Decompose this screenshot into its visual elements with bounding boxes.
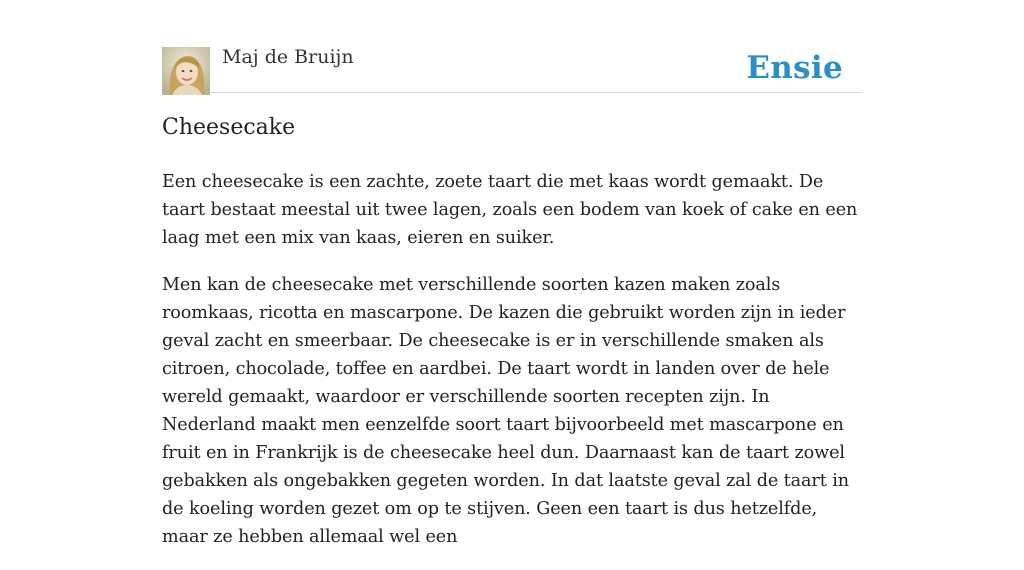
avatar-photo (162, 47, 210, 95)
author-name[interactable]: Maj de Bruijn (222, 46, 354, 68)
article-paragraph: Men kan de cheesecake met verschillende soorten kazen maken zoals roomkaas, ricotta en mascarpone. De kazen die gebruikt worden zijn in ieder geval zacht en smeerbaar. De cheesecake is er in verschillende smaken als citroen, chocolade, toffee en aardbei. De taart wordt in landen over de hele wereld gemaakt, waardoor er verschillende soorten recepten zijn. In Nederland maakt men eenzelfde soort taart bijvoorbeeld met mascarpone en fruit en in Frankrijk is de cheesecake heel dun. Daarnaast kan de taart zowel gebakken als ongebakken gegeten worden. In dat laatste geval zal de taart in de koeling worden gezet om op te stijven. Geen een taart is dus hetzelfde, maar ze hebben allemaal wel een (162, 275, 849, 547)
brand-logo[interactable]: Ensie (746, 50, 843, 86)
header (162, 44, 862, 93)
article-paragraph: Een cheesecake is een zachte, zoete taart die met kaas wordt gemaakt. De taart bestaat meestal uit twee lagen, zoals een bodem van koek of cake en een laag met een mix van kaas, eieren en suiker. (162, 172, 858, 248)
article-title: Cheesecake (162, 115, 296, 140)
article-body (162, 168, 862, 570)
author-avatar[interactable] (162, 47, 210, 95)
